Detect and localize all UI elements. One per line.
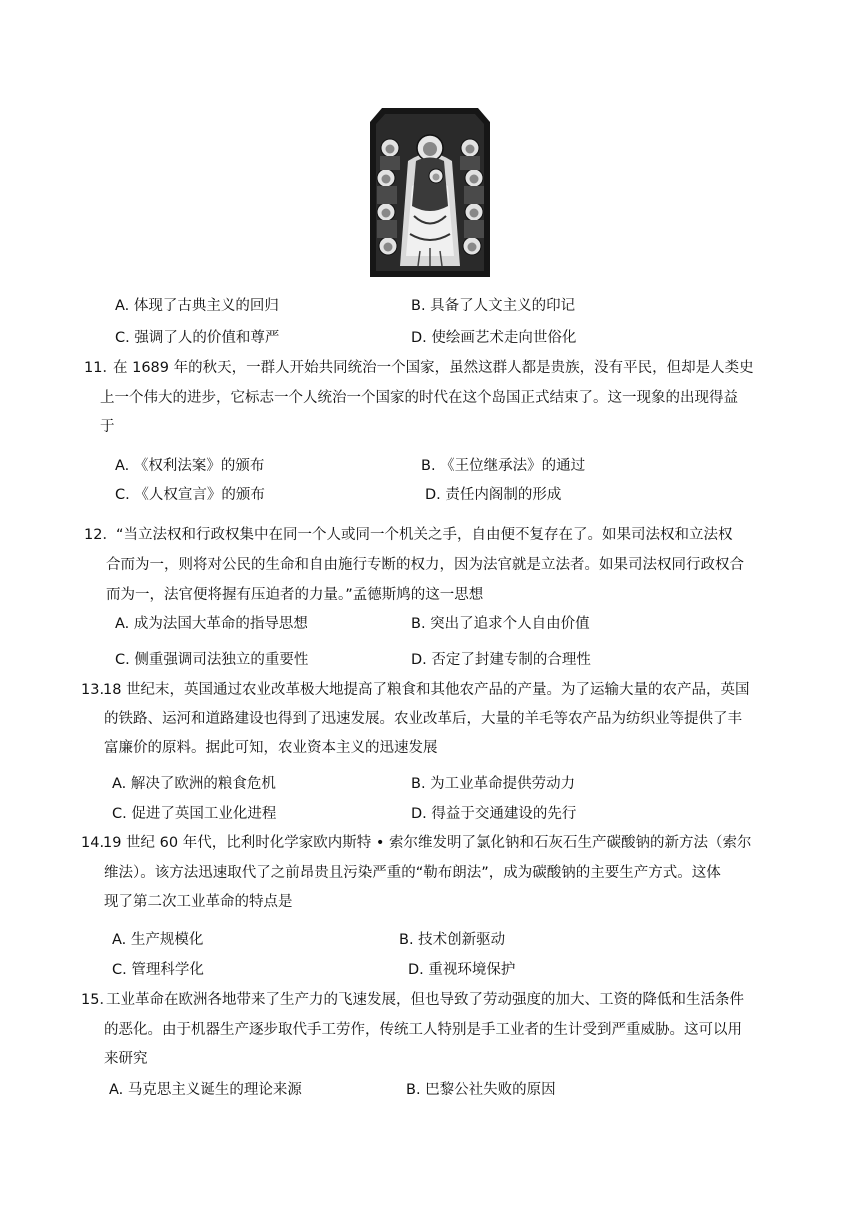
q12-text-line-3: 而为一，法官便将握有压迫者的力量。”孟德斯鸠的这一思想 — [106, 587, 484, 603]
q14-text-line-3: 现了第二次工业革命的特点是 — [104, 894, 293, 910]
q14-text-line-1: 19 世纪 60 年代，比利时化学家欧内斯特 • 索尔维发明了氯化钠和石灰石生产碳酸钠的新方法（索尔 — [103, 835, 752, 851]
q12-text-line-2: 合而为一，则将对公民的生命和自由施行专断的权力，因为法官就是立法者。如果司法权同行政权合 — [106, 557, 744, 573]
q12-text-line-1: “当立法权和行政权集中在同一个人或同一个机关之手，自由便不复存在了。如果司法权和立法权 — [116, 527, 733, 543]
q14-option-c: C. 管理科学化 — [112, 962, 204, 978]
q10-option-b: B. 具备了人文主义的印记 — [411, 298, 576, 314]
q14-option-d: D. 重视环境保护 — [408, 962, 516, 978]
q13-text-line-1: 18 世纪末，英国通过农业改革极大地提高了粮食和其他农产品的产量。为了运输大量的农产品，英国 — [103, 682, 750, 698]
q14-option-b: B. 技术创新驱动 — [399, 932, 506, 948]
q12-option-c: C. 侧重强调司法独立的重要性 — [115, 652, 309, 668]
q10-option-a: A. 体现了古典主义的回归 — [115, 298, 279, 314]
q13-option-c: C. 促进了英国工业化进程 — [112, 806, 277, 822]
q15-option-a: A. 马克思主义诞生的理论来源 — [109, 1082, 302, 1098]
q15-text-line-2: 的恶化。由于机器生产逐步取代手工劳作，传统工人特别是手工业者的生计受到严重威胁。这可以用 — [104, 1022, 742, 1038]
q11-option-b: B. 《王位继承法》的通过 — [421, 458, 586, 474]
q14-text-line-2: 维法）。该方法迅速取代了之前昂贵且污染严重的“勒布朗法”，成为碳酸钠的主要生产方式。这体 — [104, 865, 721, 881]
q13-number: 13. — [81, 682, 105, 698]
q11-text-line-2: 上一个伟大的进步，它标志一个人统治一个国家的时代在这个岛国正式结束了。这一现象的出现得益 — [100, 390, 738, 406]
q14-option-a: A. 生产规模化 — [112, 932, 204, 948]
q15-text-line-1: 工业革命在欧洲各地带来了生产力的飞速发展，但也导致了劳动强度的加大、工资的降低和生活条件 — [106, 992, 744, 1008]
q13-option-a: A. 解决了欧洲的粮食危机 — [112, 776, 276, 792]
q11-text-line-3: 于 — [100, 419, 115, 435]
q13-text-line-2: 的铁路、运河和道路建设也得到了迅速发展。农业改革后，大量的羊毛等农产品为纺织业等提供了丰 — [104, 711, 742, 727]
q10-option-c: C. 强调了人的价值和尊严 — [115, 330, 280, 346]
q12-option-d: D. 否定了封建专制的合理性 — [411, 652, 591, 668]
q10-option-d: D. 使绘画艺术走向世俗化 — [411, 330, 577, 346]
q13-text-line-3: 富廉价的原料。据此可知，农业资本主义的迅速发展 — [104, 740, 438, 756]
q12-number: 12． — [84, 527, 117, 543]
q13-option-d: D. 得益于交通建设的先行 — [411, 806, 577, 822]
q11-text-line-1: 在 1689 年的秋天，一群人开始共同统治一个国家，虽然这群人都是贵族，没有平民，但却是人类史 — [113, 360, 754, 376]
q11-option-c: C. 《人权宣言》的颁布 — [115, 487, 265, 503]
q12-option-a: A. 成为法国大革命的指导思想 — [115, 616, 308, 632]
q11-number: 11． — [84, 360, 117, 376]
q11-option-a: A. 《权利法案》的颁布 — [115, 458, 265, 474]
q15-number: 15． — [81, 992, 114, 1008]
altarpiece-painting-image — [368, 106, 492, 279]
q15-option-b: B. 巴黎公社失败的原因 — [406, 1082, 556, 1098]
q12-option-b: B. 突出了追求个人自由价值 — [411, 616, 590, 632]
q13-option-b: B. 为工业革命提供劳动力 — [411, 776, 576, 792]
q14-number: 14. — [81, 835, 105, 851]
q11-option-d: D. 责任内阁制的形成 — [425, 487, 562, 503]
q15-text-line-3: 来研究 — [104, 1051, 148, 1067]
